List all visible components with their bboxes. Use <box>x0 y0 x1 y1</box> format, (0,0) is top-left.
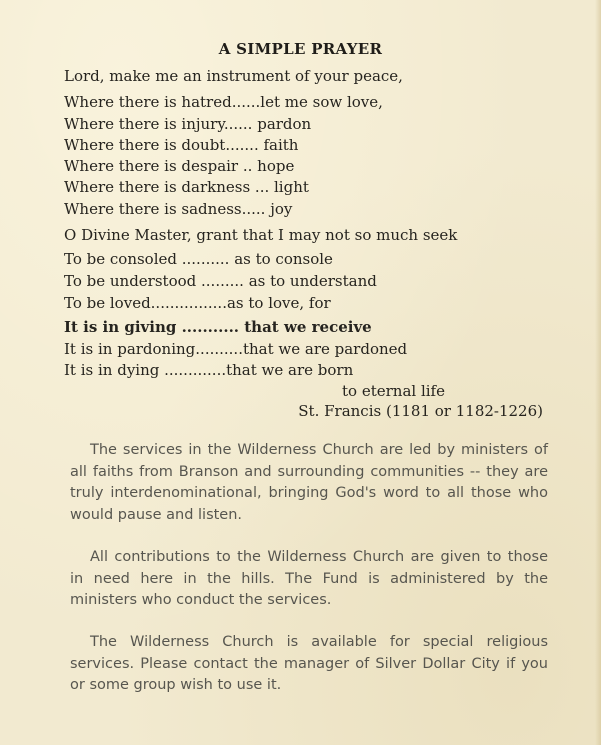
prayer-line-giving: It is in giving ........... that we receive <box>64 318 372 336</box>
prayer-line-sadness: Where there is sadness..... joy <box>64 200 293 218</box>
prayer-line-eternal-life: to eternal life <box>342 382 445 400</box>
prayer-line-opening: Lord, make me an instrument of your peace, <box>64 67 403 85</box>
paragraph-services: The services in the Wilderness Church are led by ministers of all faiths from Branson and surrounding communities -- they are truly interdenominational, bringing God's word to all those who would pause and listen. <box>70 442 548 523</box>
prayer-line-doubt: Where there is doubt....... faith <box>64 136 299 154</box>
prayer-line-loved: To be loved................as to love, for <box>64 294 331 312</box>
prayer-line-injury: Where there is injury...... pardon <box>64 115 312 133</box>
prayer-line-dying: It is in dying .............that we are born <box>64 361 354 379</box>
prayer-line-understood: To be understood ......... as to understand <box>64 272 377 290</box>
prayer-line-despair: Where there is despair .. hope <box>64 157 295 175</box>
prayer-line-divine-master: O Divine Master, grant that I may not so much seek <box>64 226 458 244</box>
prayer-title: A SIMPLE PRAYER <box>218 40 383 58</box>
prayer-line-darkness: Where there is darkness ... light <box>64 178 309 196</box>
prayer-line-pardoning: It is in pardoning..........that we are pardoned <box>64 340 408 358</box>
prayer-line-hatred: Where there is hatred......let me sow love, <box>64 93 383 111</box>
prayer-attribution: St. Francis (1181 or 1182-1226) <box>298 402 543 420</box>
paragraph-contributions: All contributions to the Wilderness Church are given to those in need here in the hills. The Fund is administered by the ministers who conduct the services. <box>70 549 548 608</box>
paragraph-availability: The Wilderness Church is available for special religious services. Please contact the manager of Silver Dollar City if you or some group wish to use it. <box>70 634 548 693</box>
prayer-line-consoled: To be consoled .......... as to console <box>64 250 333 268</box>
card-right-edge <box>595 0 601 745</box>
